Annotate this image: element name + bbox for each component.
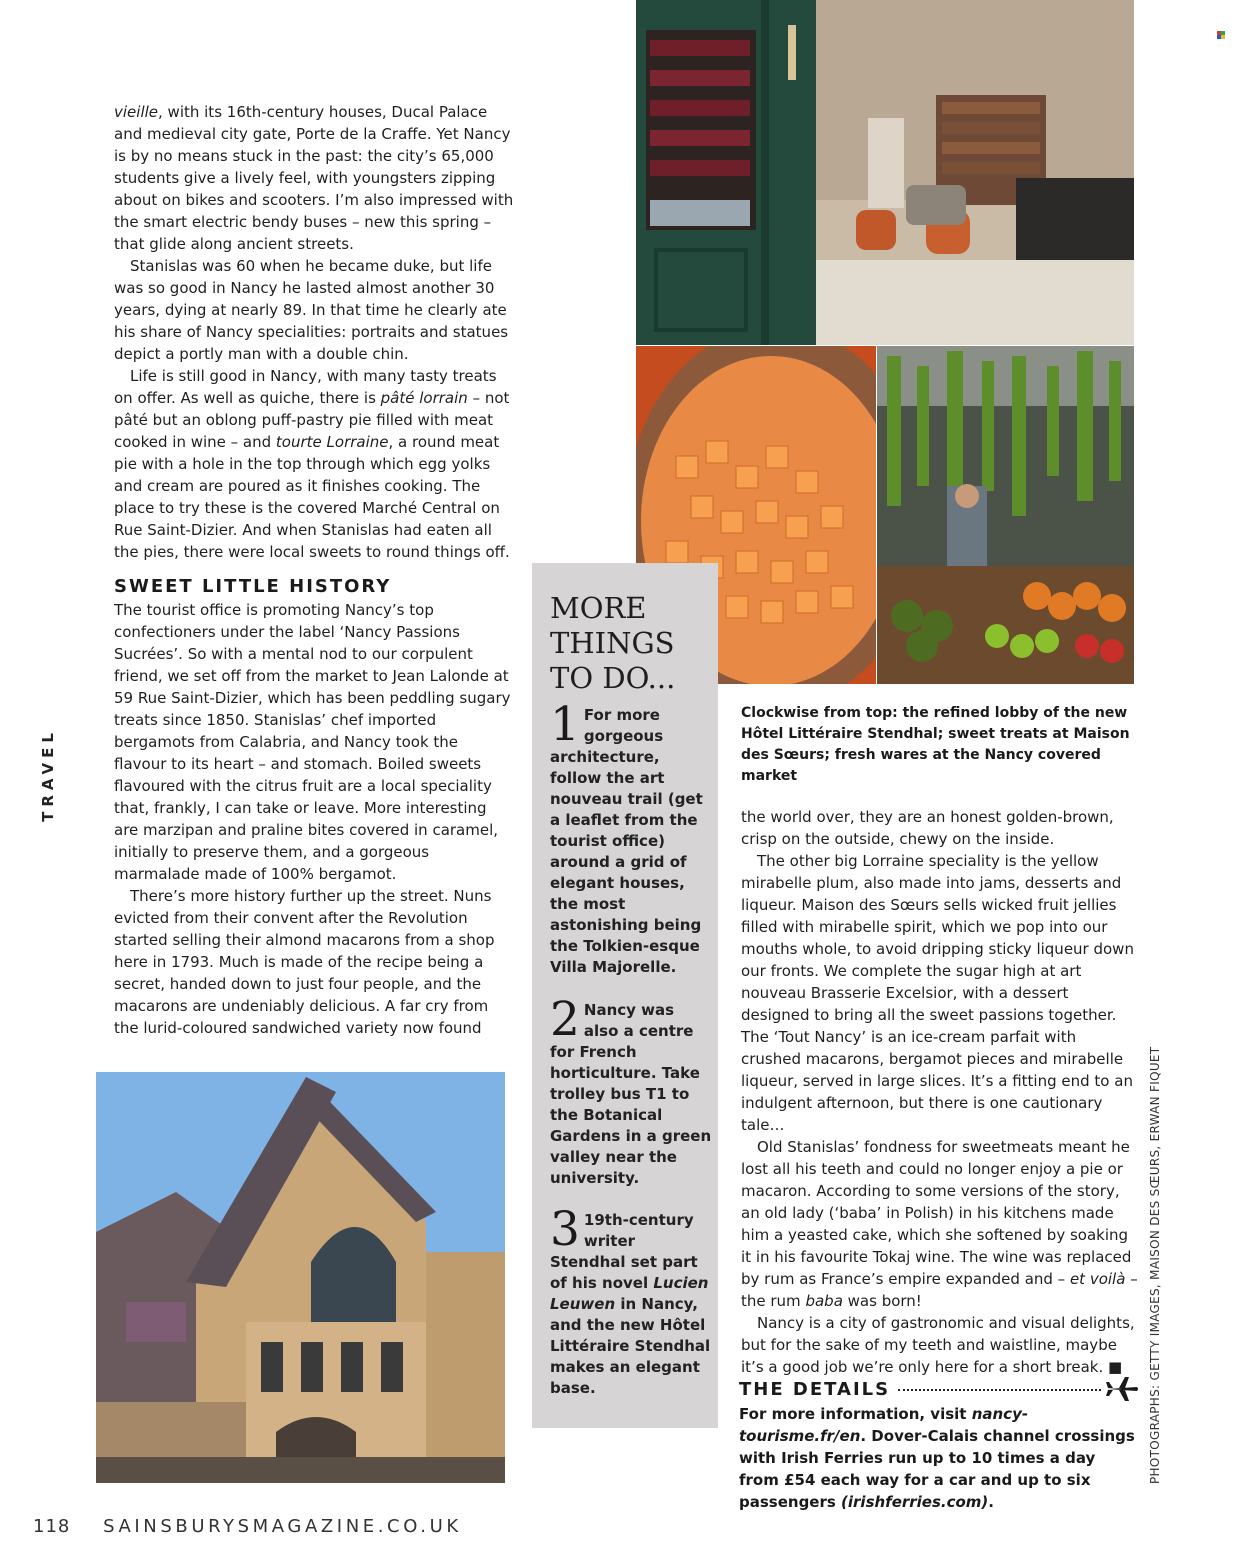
airplane-icon [1105,1376,1139,1402]
details-heading: THE DETAILS [739,1378,891,1400]
more-things-sidebar [532,563,718,1428]
tip-3: 3 19th-century writer Stendhal set part of his novel Lucien Leuwen in Nancy, and the new Hôtel Littéraire Stendhal makes an elegant base. [550,1202,711,1397]
article-column-right [741,806,1139,1378]
ferries-link[interactable]: (irishferries.com) [841,1493,989,1511]
registration-mark-icon [1217,31,1225,39]
photo-credits: PHOTOGRAPHS: GETTY IMAGES, MAISON DES SŒURS, ERWAN FIQUET [1148,1046,1162,1484]
page-number: 118 [33,1516,71,1537]
subheading: SWEET LITTLE HISTORY [114,576,392,597]
end-mark: ■ [1108,1358,1123,1376]
paragraph: The tourist office is promoting Nancy’s top confectioners under the label ‘Nancy Passions Sucrées’. So with a mental nod to our corpulent friend, we set off from the market to Jean Lalonde at 59 Rue Saint-Dizier, which has been peddling sugary treats since 1850. Stanislas’ chef imported bergamots from Calabria, and Nancy took the flavour to its heart – and stomach. Boiled sweets flavoured with the citrus fruit are a local speciality that, frankly, I can take or leave. More interesting are marzipan and praline bites covered in caramel, initially to preserve them, and a gorgeous marmalade made of 100% bergamot. [114,601,511,883]
tip-number: 2 [550,992,580,1047]
paragraph: Stanislas was 60 when he became duke, but life was so good in Nancy he lasted almost another 30 years, dying at nearly 89. In that time he clearly ate his share of Nancy specialities: portraits and statues depict a portly man with a double chin. [114,257,509,363]
website-url: SAINSBURYSMAGAZINE.CO.UK [103,1516,462,1537]
details-box [739,1376,1139,1513]
details-text: For more information, visit nancy-tourisme.fr/en. Dover-Calais channel crossings with Irish Ferries run up to 10 times a day from £54 each way for a car and up to six passengers (irishferries.com). [739,1405,1135,1511]
section-label: TRAVEL [39,728,57,822]
villa-majorelle-photo [96,1072,505,1483]
paragraph: There’s more history further up the street. Nuns evicted from their convent after the Revolution started selling their almond macarons from a shop here in 1793. Much is made of the recipe being a secret, handed down to just four people, and the macarons are undeniably delicious. A far cry from the lurid-coloured sandwiched variety now found [114,887,495,1037]
details-heading-row [739,1376,1139,1402]
paragraph: Old Stanislas’ fondness for sweetmeats meant he lost all his teeth and could no longer enjoy a pie or macaron. According to some versions of the story, an old lady (‘baba’ in Polish) in his kitchens made him a yeasted cake, which she softened by soaking it in his favourite Tokaj wine. The wine was replaced by rum as France’s empire expanded and – et voilà – the rum baba was born! [741,1138,1138,1310]
paragraph: vieille, with its 16th-century houses, Ducal Palace and medieval city gate, Porte de la Craffe. Yet Nancy is by no means stuck in the past: the city’s 65,000 students give a lively feel, with youngsters zipping about on bikes and scooters. I’m also impressed with the smart electric bendy buses – new this spring – that glide along ancient streets. [114,103,514,253]
tip-1: 1 For more gorgeous architecture, follow the art nouveau trail (get a leaflet from the tourist office) around a grid of elegant houses, the most astonishing being the Tolkien-esque Villa Majorelle. [550,697,703,976]
article-column-left [114,101,514,1039]
tip-2: 2 Nancy was also a centre for French horticulture. Take trolley bus T1 to the Botanical Gardens in a green valley near the university. [550,992,712,1187]
tourism-link[interactable]: nancy-tourisme.fr/en [739,1405,1029,1445]
hotel-lobby-photo [636,0,1134,345]
covered-market-photo [877,346,1134,684]
dotted-line [898,1389,1101,1391]
page-footer [33,1516,462,1537]
tip-number: 1 [550,697,580,752]
sidebar-title: MORE THINGS TO DO... [550,591,676,695]
paragraph: the world over, they are an honest golden-brown, crisp on the outside, chewy on the inside. [741,808,1114,848]
photo-caption: Clockwise from top: the refined lobby of the new Hôtel Littéraire Stendhal; sweet treats at Maison des Sœurs; fresh wares at the Nancy covered market [741,705,1130,784]
tip-number: 3 [550,1202,580,1257]
paragraph: The other big Lorraine speciality is the yellow mirabelle plum, also made into jams, desserts and liqueur. Maison des Sœurs sells wicked fruit jellies filled with mirabelle spirit, which we pop into our mouths whole, to avoid dripping sticky liqueur down our fronts. We complete the sugar high at art nouveau Brasserie Excelsior, with a dessert designed to bring all the sweet passions together. The ‘Tout Nancy’ is an ice-cream parfait with crushed macarons, bergamot pieces and mirabelle liqueur, served in large slices. It’s a fitting end to an indulgent afternoon, but there is one cautionary tale… [741,852,1134,1134]
paragraph: Nancy is a city of gastronomic and visual delights, but for the sake of my teeth and waistline, maybe it’s a good job we’re only here for a short break. ■ [741,1314,1135,1376]
paragraph: Life is still good in Nancy, with many tasty treats on offer. As well as quiche, there is pâté lorrain – not pâté but an oblong puff-pastry pie filled with meat cooked in wine – and tourte Lorraine, a round meat pie with a hole in the top through which egg yolks and cream are poured as it finishes cooking. The place to try these is the covered Marché Central on Rue Saint-Dizier. And when Stanislas had eaten all the pies, there were local sweets to round things off. [114,367,510,561]
